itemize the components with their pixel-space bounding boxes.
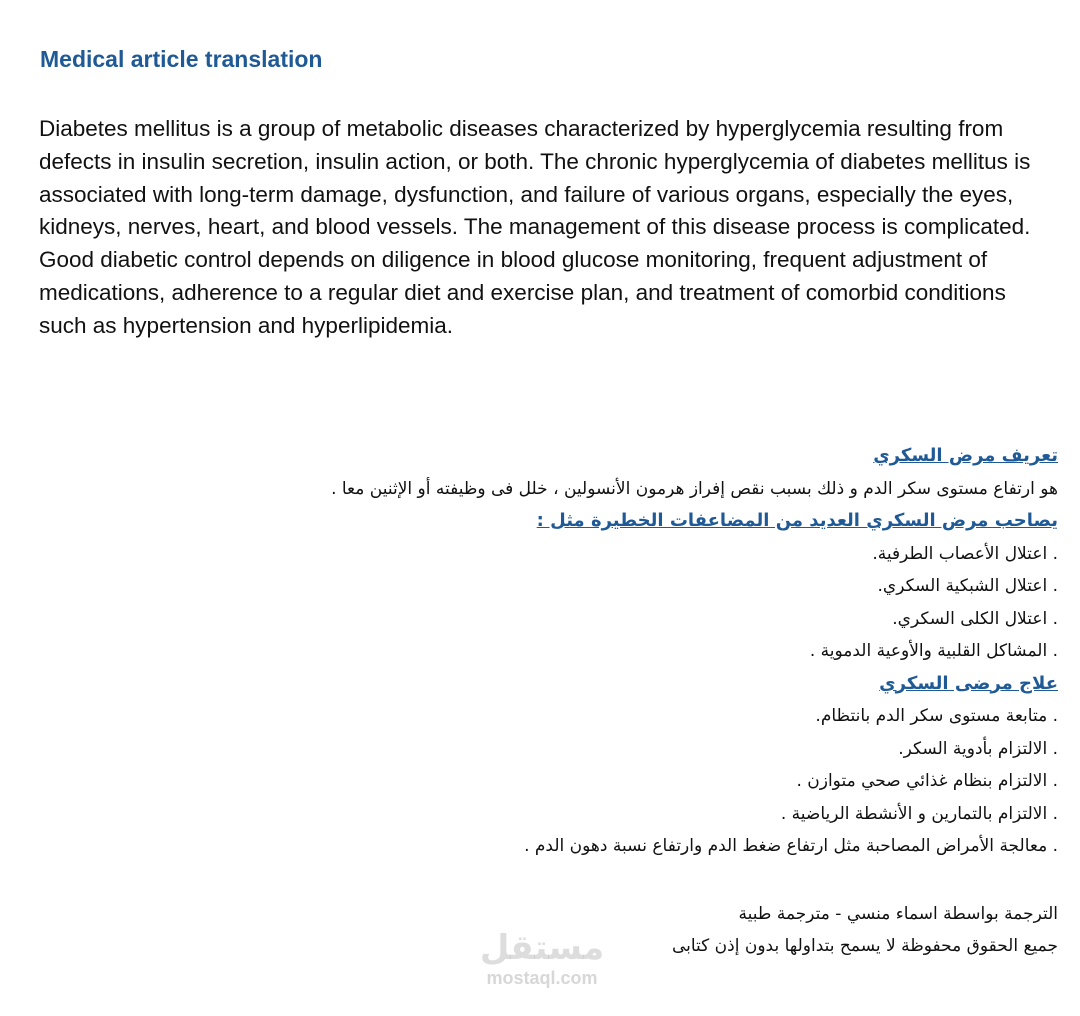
credits [358, 898, 1058, 962]
treatment-heading: علاج مرضى السكري [879, 672, 1058, 694]
complication-item: . المشاكل القلبية والأوعية الدموية . [809, 641, 1058, 661]
complication-item: . اعتلال الكلى السكري. [892, 608, 1058, 629]
complication-item: . اعتلال الأعصاب الطرفية. [872, 543, 1058, 564]
rights-notice: جميع الحقوق محفوظة لا يسمح بتداولها بدون إذن كتابى [671, 936, 1058, 956]
translator-credit: الترجمة بواسطة اسماء منسي - مترجمة طبية [738, 904, 1058, 924]
treatment-item: . الالتزام بأدوية السكر. [898, 738, 1058, 759]
treatment-item: . معالجة الأمراض المصاحبة مثل ارتفاع ضغط الدم وارتفاع نسبة دهون الدم . [524, 836, 1058, 856]
watermark-latin: mostaql.com [486, 968, 598, 988]
definition-text: هو ارتفاع مستوى سكر الدم و ذلك بسبب نقص إفراز هرمون الأنسولين ، خلل فى وظيفته أو الإثنين معا . [331, 478, 1058, 499]
treatment-item: . الالتزام بنظام غذائي صحي متوازن . [796, 771, 1058, 791]
treatment-item: . الالتزام بالتمارين و الأنشطة الرياضية . [780, 803, 1058, 824]
watermark-arabic: مستقل [479, 928, 605, 968]
definition-heading: تعريف مرض السكري [873, 445, 1058, 466]
english-paragraph: Diabetes mellitus is a group of metabolic diseases characterized by hyperglycemia resulting from defects in insulin secretion, insulin action, or both. The chronic hyperglycemia of diabetes mellitus is associated with long-term damage, dysfunction, and failure of various organs, especially the eyes, kidneys, nerves, heart, and blood vessels. The management of this disease process is complicated. Good diabetic control depends on diligence in blood glucose monitoring, frequent adjustment of medications, adherence to a regular diet and exercise plan, and treatment of comorbid conditions such as hypertension and hyperlipidemia. [39, 116, 1031, 338]
complications-heading: يصاحب مرض السكري العديد من المضاعفات الخطيرة مثل : [536, 510, 1058, 531]
treatment-item: . متابعة مستوى سكر الدم بانتظام. [815, 706, 1058, 726]
arabic-translation [158, 440, 1058, 863]
complication-item: . اعتلال الشبكية السكري. [877, 576, 1058, 596]
document-title: Medical article translation [40, 46, 323, 72]
